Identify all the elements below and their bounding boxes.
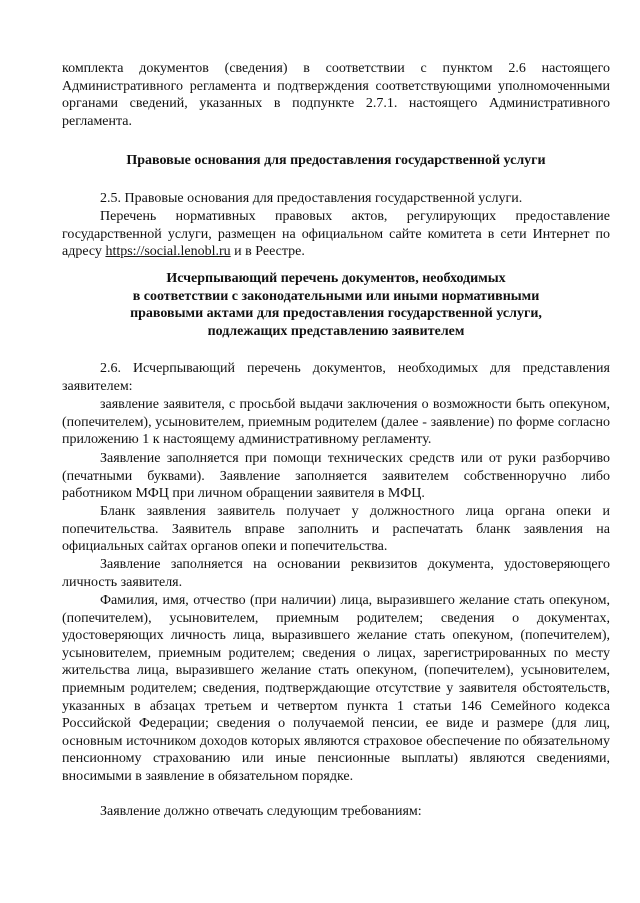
heading-documents-line: правовыми актами для предоставления государственной услуги, <box>130 306 542 322</box>
paragraph-2-5: 2.5. Правовые основания для предоставления государственной услуги. <box>100 191 523 206</box>
paragraph-2-6: 2.6. Исчерпывающий перечень документов, необходимых для представления заявителем: <box>62 361 610 394</box>
paragraph-applicant-info: Фамилия, имя, отчество (при наличии) лица, выразившего желание стать опекуном, (попечителем), усыновителем, приемным родителем; сведения о документах, удостоверяющих личность лица, выразившего желание стать опекуном, (попечителем), усыновителем, приемным родителем; сведения о лицах, зарегистрированных по месту жительства лица, выразившего желание стать опекуном, (попечителем), усыновителем, приемным родителем; сведения, подтверждающие отсутствие у заявителя обстоятельств, указанных в абзацах третьем и четвертом пункта 1 статьи 146 Семейного кодекса Российской Федерации; сведения о получаемой пенсии, ее виде и размере (для лиц, основным источником доходов которых являются страховое обеспечение по обязательному пенсионному страхованию или иные пенсионные выплаты) являются сведениями, вносимыми в заявление в обязательном порядке. <box>62 593 610 784</box>
heading-documents-list <box>62 270 610 340</box>
paragraph-legal-acts-list <box>62 208 610 261</box>
heading-documents-line: в соответствии с законодательными или иными нормативными <box>132 288 540 304</box>
paragraph-identity-basis: Заявление заполняется на основании реквизитов документа, удостоверяющего личность заявителя. <box>62 557 610 590</box>
paragraph-continuation: комплекта документов (сведения) в соответствии с пунктом 2.6 настоящего Административного регламента и подтверждения соответствующими уполномоченными органами сведений, указанных в подпункте 2.7.1. настоящего Административного регламента. <box>62 61 610 129</box>
paragraph-filling: Заявление заполняется при помощи технических средств или от руки разборчиво (печатными буквами). Заявление заполняется заявителем собственноручно либо работником МФЦ при личном обращении заявителя в МФЦ. <box>62 451 610 502</box>
official-site-link[interactable]: https://social.lenobl.ru <box>105 244 231 260</box>
heading-documents-line: Исчерпывающий перечень документов, необходимых <box>166 271 506 286</box>
paragraph-blank-form: Бланк заявления заявитель получает у должностного лица органа опеки и попечительства. Заявитель вправе заполнить и распечатать бланк заявления на официальных сайтах органов опеки и попечительства. <box>62 504 610 555</box>
paragraph-legal-acts-suffix: и в Реестре. <box>230 244 305 260</box>
heading-documents-line: подлежащих представлению заявителем <box>207 323 465 339</box>
paragraph-requirements: Заявление должно отвечать следующим требованиям: <box>100 804 422 819</box>
heading-legal-basis: Правовые основания для предоставления государственной услуги <box>126 153 546 168</box>
paragraph-application: заявление заявителя, с просьбой выдачи заключения о возможности быть опекуном, (попечителем), усыновителем, приемным родителем (далее - заявление) по форме согласно приложению 1 к настоящему административному регламенту. <box>62 397 610 448</box>
paragraph-legal-acts-prefix: Перечень нормативных правовых актов, регулирующих предоставление государственной услуги, размещен на официальном сайте комитета в сети Интернет по адресу <box>62 209 610 260</box>
